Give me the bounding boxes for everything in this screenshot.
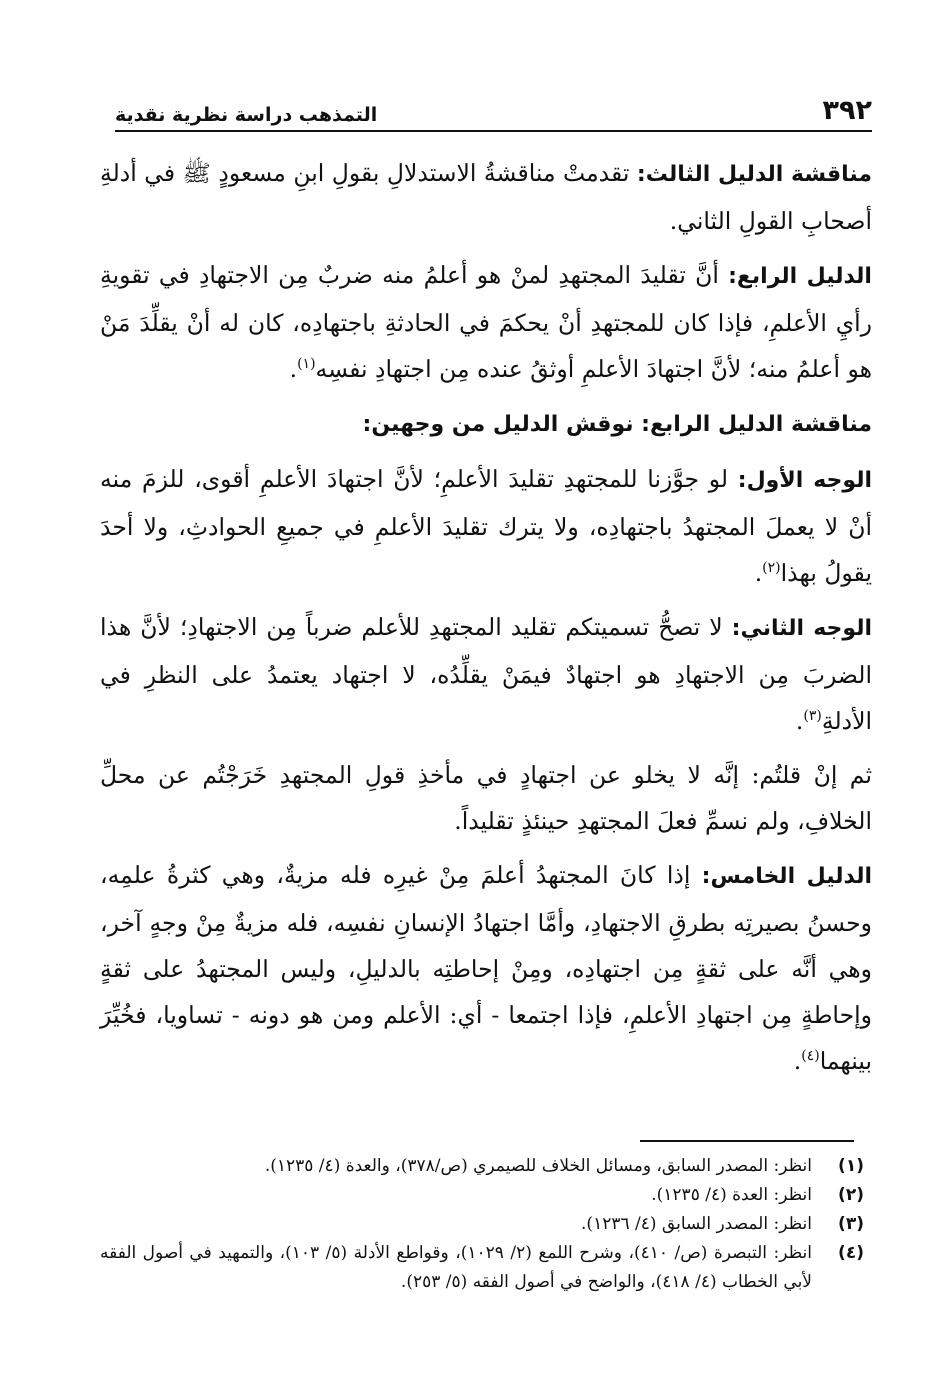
paragraph-fourth-evidence: [100, 252, 872, 392]
paragraph-body: لو جوَّزنا للمجتهدِ تقليدَ الأعلمِ؛ لأنَّ اجتهادَ الأعلمِ أقوى، للزمَ منه أنْ لا يعملَ المجتهدُ باجتهادِه، ولا يترك تقليدَ الأعلمِ في جميعِ الحوادثِ، ولا أحدَ يقولُ بهذا: [100, 465, 872, 587]
paragraph-heading: مناقشة الدليل الثالث:: [636, 162, 873, 187]
paragraph-fifth-evidence: [100, 852, 872, 1084]
footnote-number: (٣): [838, 1214, 864, 1234]
paragraph-heading: الدليل الخامس:: [701, 864, 872, 889]
footnote-item: [100, 1239, 864, 1297]
paragraph-heading: الوجه الأول:: [737, 468, 872, 493]
paragraph-end: .: [289, 355, 298, 383]
paragraph-second-aspect: [100, 604, 872, 744]
footnote-text: انظر: المصدر السابق، ومسائل الخلاف للصيمري (ص/٣٧٨)، والعدة (٤/ ١٢٣٥).: [264, 1156, 812, 1176]
paragraph-discussion-fourth-evidence: [100, 400, 872, 448]
footnote-item: [100, 1152, 864, 1181]
paragraph-heading: الدليل الرابع:: [728, 264, 872, 289]
paragraph-body: إذا كانَ المجتهدُ أعلمَ مِنْ غيرِه فله مزيةٌ، وهي كثرةُ علمِه، وحسنُ بصيرتِه بطرقِ الاجتهادِ، وأمَّا اجتهادُ الإنسانِ نفسِه، فله مزيةٌ مِنْ وجهٍ آخر، وهي أنَّه على ثقةٍ مِن اجتهادِه، ومِنْ إحاطتِه بالدليلِ، وليس المجتهدُ على ثقةٍ وإحاطةٍ مِن اجتهادِ الأعلمِ، فإذا اجتمعا - أي: الأعلم ومن هو دونه - تساويا، فخُيِّرَ بينهما: [100, 861, 872, 1075]
paragraph-body: ثم إنْ قلتُم: إنَّه لا يخلو عن اجتهادٍ في مأخذِ قولِ المجتهدِ خَرَجْتُم عن محلِّ الخلافِ، ولم نسمِّ فعلَ المجتهدِ حينئذٍ تقليداً.: [100, 761, 872, 835]
footnote-number: (٤): [838, 1243, 864, 1263]
footnote-text: انظر: المصدر السابق (٤/ ١٢٣٦).: [581, 1214, 812, 1234]
footnote-number: (٢): [838, 1185, 864, 1205]
paragraph-heading: الوجه الثاني:: [731, 616, 872, 641]
paragraph-end: .: [793, 1047, 802, 1075]
paragraph-first-aspect: [100, 456, 872, 596]
page-header: [115, 86, 872, 132]
paragraph-discussion-third-evidence: [100, 150, 872, 244]
footnotes: [100, 1152, 864, 1297]
paragraph-objection: [100, 752, 872, 844]
footnote-text: انظر: العدة (٤/ ١٢٣٥).: [651, 1185, 812, 1205]
footnote-reference: (١): [297, 356, 316, 373]
paragraph-body: لا تصحُّ تسميتكم تقليد المجتهدِ للأعلم ضرباً مِن الاجتهادِ؛ لأنَّ هذا الضربَ مِن الاجتهادِ هو اجتهادٌ فيمَنْ يقلِّدُه، لا اجتهاد يعتمدُ على النظرِ في الأدلةِ: [100, 613, 872, 735]
main-text: [100, 150, 872, 1092]
paragraph-heading: مناقشة الدليل الرابع: نوقش الدليل من وجهين:: [362, 412, 872, 437]
footnote-number: (١): [838, 1156, 864, 1176]
paragraph-body: تقدمتْ مناقشةُ الاستدلالِ بقولِ ابنِ مسعودٍ ﷺ في أدلةِ أصحابِ القولِ الثاني.: [100, 159, 872, 235]
footnote-item: [100, 1181, 864, 1210]
footnote-reference: (٢): [762, 560, 781, 577]
running-title: التمذهب دراسة نظرية نقدية: [115, 104, 378, 126]
footnote-reference: (٣): [803, 708, 822, 725]
footnote-divider: [640, 1140, 854, 1142]
footnote-reference: (٤): [801, 1048, 820, 1065]
paragraph-body: أنَّ تقليدَ المجتهدِ لمنْ هو أعلمُ منه ضربٌ مِن الاجتهادِ في تقويةِ رأيِ الأعلمِ، فإذا كان للمجتهدِ أنْ يحكمَ في الحادثةِ باجتهادِه، كان له أنْ يقلِّدَ مَنْ هو أعلمُ منه؛ لأنَّ اجتهادَ الأعلمِ أوثقُ عنده مِن اجتهادِ نفسِه: [100, 261, 872, 383]
page-number: ٣٩٢: [822, 95, 872, 126]
paragraph-end: .: [754, 559, 763, 587]
footnote-text: انظر: التبصرة (ص/ ٤١٠)، وشرح اللمع (٢/ ١٠٢٩)، وقواطع الأدلة (٥/ ١٠٣)، والتمهيد في أصول الفقه لأبي الخطاب (٤/ ٤١٨)، والواضح في أصول الفقه (٥/ ٢٥٣).: [100, 1243, 813, 1292]
paragraph-end: .: [795, 707, 804, 735]
footnote-item: [100, 1210, 864, 1239]
